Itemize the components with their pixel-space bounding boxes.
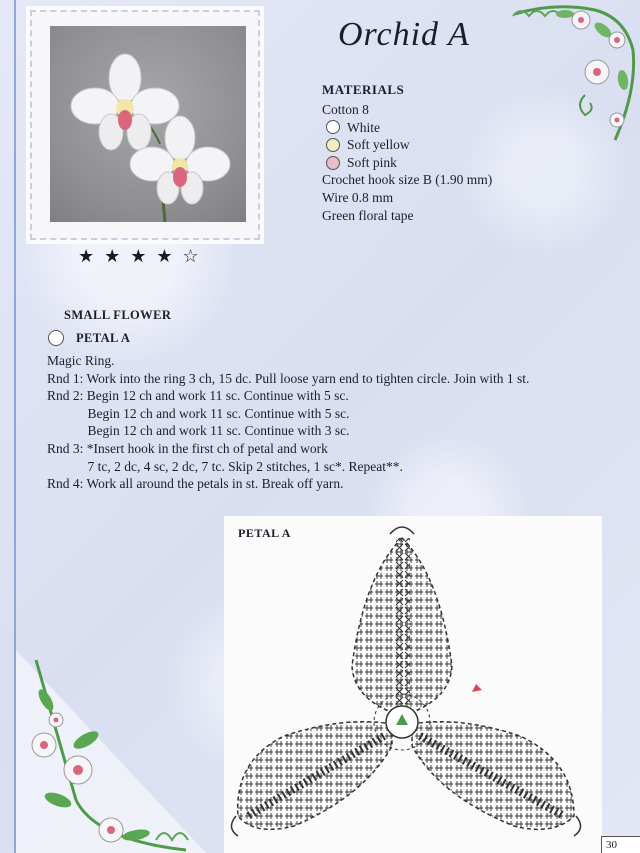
yellow-swatch-icon xyxy=(326,138,340,152)
pink-swatch-icon xyxy=(326,156,340,170)
instruction-line: Rnd 3: *Insert hook in the first ch of petal and work xyxy=(47,440,328,456)
petal-instructions xyxy=(47,352,529,493)
material-cotton: Cotton 8 xyxy=(322,102,369,117)
materials-list xyxy=(322,101,492,224)
color-soft-pink xyxy=(322,154,492,172)
petal-heading xyxy=(48,330,130,346)
color-soft-yellow xyxy=(322,136,492,154)
rating-stars: ★★★★☆ xyxy=(78,246,209,266)
floral-corner-top-right-icon xyxy=(505,0,640,150)
instruction-line: Rnd 4: Work all around the petals in st. Break off yarn. xyxy=(47,476,344,492)
white-swatch-icon xyxy=(326,120,340,134)
floral-corner-bottom-left-icon xyxy=(16,650,206,853)
orchid-photo xyxy=(50,26,246,222)
color-label: Soft pink xyxy=(347,154,397,170)
color-white xyxy=(322,119,492,137)
instruction-line: Magic Ring. xyxy=(47,353,115,368)
color-label: Soft yellow xyxy=(347,137,410,153)
page-title: Orchid A xyxy=(338,16,470,53)
page-number: 30 xyxy=(601,836,640,853)
diagram-label: PETAL A xyxy=(238,526,291,540)
orchid-image-icon xyxy=(50,26,246,222)
crochet-chart-icon xyxy=(224,516,602,853)
material-wire: Wire 0.8 mm xyxy=(322,189,394,205)
photo-frame xyxy=(30,10,260,240)
instruction-line: Begin 12 ch and work 11 sc. Continue with 5 sc. xyxy=(47,405,350,421)
instruction-line: 7 tc, 2 dc, 4 sc, 2 dc, 7 tc. Skip 2 stitches, 1 sc*. Repeat**. xyxy=(47,458,403,474)
materials-heading: MATERIALS xyxy=(322,82,405,97)
petal-heading-label: PETAL A xyxy=(76,330,131,345)
instruction-line: Rnd 2: Begin 12 ch and work 11 sc. Continue with 5 sc. xyxy=(47,388,349,404)
crochet-diagram xyxy=(224,516,602,853)
petal-color-swatch-icon xyxy=(48,330,64,346)
color-label: White xyxy=(347,119,380,135)
section-heading: SMALL FLOWER xyxy=(64,308,172,322)
instruction-line: Begin 12 ch and work 11 sc. Continue with 3 sc. xyxy=(47,423,350,439)
instruction-line: Rnd 1: Work into the ring 3 ch, 15 dc. Pull loose yarn end to tighten circle. Join with 1 st. xyxy=(47,370,530,386)
material-hook: Crochet hook size B (1.90 mm) xyxy=(322,172,493,188)
material-tape: Green floral tape xyxy=(322,207,414,223)
